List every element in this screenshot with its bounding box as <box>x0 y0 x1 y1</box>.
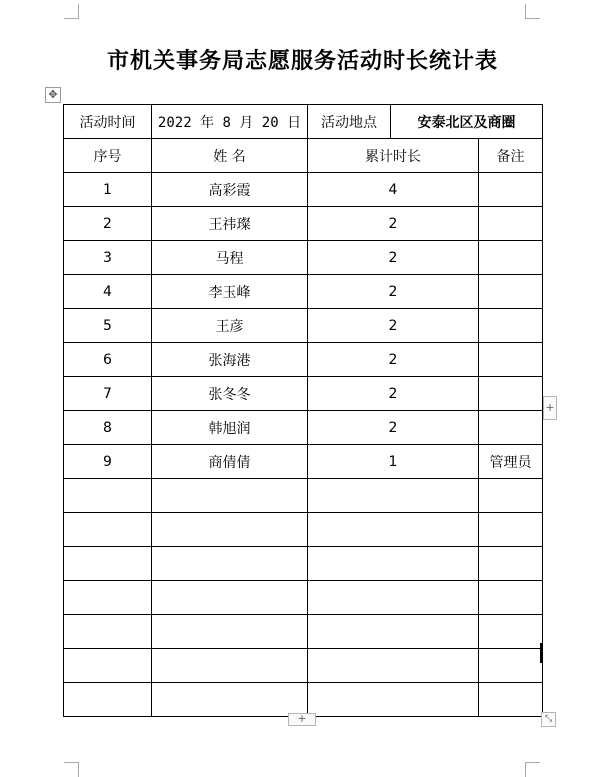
activity-place-value[interactable]: 安泰北区及商圈 <box>391 105 543 139</box>
margin-corner-bottom-right <box>525 762 540 777</box>
cell-no[interactable]: 2 <box>64 207 152 241</box>
table-row <box>64 343 543 377</box>
empty-row <box>64 547 543 581</box>
empty-cell[interactable] <box>479 581 543 615</box>
margin-corner-bottom-left <box>64 762 79 777</box>
margin-corner-top-right <box>525 4 540 19</box>
empty-cell[interactable] <box>64 649 152 683</box>
cell-no[interactable]: 9 <box>64 445 152 479</box>
cell-remark[interactable] <box>479 275 543 309</box>
empty-cell[interactable] <box>308 479 479 513</box>
empty-cell[interactable] <box>64 479 152 513</box>
header-no: 序号 <box>64 139 152 173</box>
volunteer-hours-table <box>63 104 543 717</box>
empty-cell[interactable] <box>64 513 152 547</box>
empty-cell[interactable] <box>64 547 152 581</box>
cell-name[interactable]: 王彦 <box>152 309 308 343</box>
cell-hours[interactable]: 2 <box>308 377 479 411</box>
activity-time-value[interactable]: 2022 年 8 月 20 日 <box>152 105 308 139</box>
empty-cell[interactable] <box>152 615 308 649</box>
table-resize-icon[interactable]: ⤡ <box>541 712 556 727</box>
cell-name[interactable]: 张海港 <box>152 343 308 377</box>
cell-remark[interactable] <box>479 309 543 343</box>
header-row <box>64 139 543 173</box>
cell-remark[interactable] <box>479 207 543 241</box>
empty-cell[interactable] <box>152 479 308 513</box>
cell-name[interactable]: 韩旭润 <box>152 411 308 445</box>
cell-no[interactable]: 5 <box>64 309 152 343</box>
cell-name[interactable]: 李玉峰 <box>152 275 308 309</box>
cell-no[interactable]: 7 <box>64 377 152 411</box>
empty-cell[interactable] <box>479 683 543 717</box>
empty-cell[interactable] <box>152 547 308 581</box>
margin-corner-top-left <box>64 4 79 19</box>
cell-hours[interactable]: 2 <box>308 309 479 343</box>
table-row <box>64 377 543 411</box>
empty-row <box>64 479 543 513</box>
cell-no[interactable]: 6 <box>64 343 152 377</box>
table-row <box>64 445 543 479</box>
cell-no[interactable]: 8 <box>64 411 152 445</box>
cell-name[interactable]: 高彩霞 <box>152 173 308 207</box>
activity-time-label: 活动时间 <box>64 105 152 139</box>
empty-cell[interactable] <box>479 547 543 581</box>
add-row-plus-icon[interactable]: + <box>288 713 316 726</box>
table-row <box>64 173 543 207</box>
cell-remark[interactable] <box>479 377 543 411</box>
table-row <box>64 309 543 343</box>
cell-name[interactable]: 张冬冬 <box>152 377 308 411</box>
cell-name[interactable]: 马程 <box>152 241 308 275</box>
empty-cell[interactable] <box>308 581 479 615</box>
empty-row <box>64 581 543 615</box>
text-cursor <box>540 643 542 663</box>
cell-hours[interactable]: 2 <box>308 275 479 309</box>
cell-hours[interactable]: 2 <box>308 241 479 275</box>
empty-cell[interactable] <box>308 649 479 683</box>
cell-hours[interactable]: 2 <box>308 411 479 445</box>
empty-cell[interactable] <box>64 615 152 649</box>
cell-no[interactable]: 4 <box>64 275 152 309</box>
cell-no[interactable]: 3 <box>64 241 152 275</box>
empty-cell[interactable] <box>152 649 308 683</box>
add-column-plus-icon[interactable]: + <box>543 396 557 420</box>
empty-cell[interactable] <box>64 683 152 717</box>
empty-row <box>64 615 543 649</box>
empty-row <box>64 513 543 547</box>
empty-cell[interactable] <box>479 615 543 649</box>
info-row <box>64 105 543 139</box>
empty-cell[interactable] <box>308 513 479 547</box>
empty-cell[interactable] <box>152 683 308 717</box>
header-name: 姓 名 <box>152 139 308 173</box>
cell-no[interactable]: 1 <box>64 173 152 207</box>
cell-remark[interactable] <box>479 173 543 207</box>
cell-remark[interactable] <box>479 411 543 445</box>
empty-cell[interactable] <box>479 513 543 547</box>
header-remark: 备注 <box>479 139 543 173</box>
cell-remark[interactable] <box>479 241 543 275</box>
table-row <box>64 411 543 445</box>
empty-cell[interactable] <box>152 513 308 547</box>
empty-cell[interactable] <box>64 581 152 615</box>
empty-cell[interactable] <box>308 683 479 717</box>
document-title: 市机关事务局志愿服务活动时长统计表 <box>106 48 498 74</box>
table-row <box>64 241 543 275</box>
cell-hours[interactable]: 1 <box>308 445 479 479</box>
empty-cell[interactable] <box>308 547 479 581</box>
activity-place-label: 活动地点 <box>308 105 391 139</box>
empty-cell[interactable] <box>152 581 308 615</box>
empty-cell[interactable] <box>479 479 543 513</box>
table-row <box>64 207 543 241</box>
cell-hours[interactable]: 2 <box>308 343 479 377</box>
empty-row <box>64 649 543 683</box>
header-hours: 累计时长 <box>308 139 479 173</box>
cell-hours[interactable]: 4 <box>308 173 479 207</box>
table-row <box>64 275 543 309</box>
cell-remark[interactable] <box>479 343 543 377</box>
empty-cell[interactable] <box>308 615 479 649</box>
cell-hours[interactable]: 2 <box>308 207 479 241</box>
cell-name[interactable]: 商倩倩 <box>152 445 308 479</box>
cell-name[interactable]: 王祎璨 <box>152 207 308 241</box>
cell-remark[interactable]: 管理员 <box>479 445 543 479</box>
empty-cell[interactable] <box>479 649 543 683</box>
table-move-icon[interactable]: ✥ <box>45 87 61 103</box>
